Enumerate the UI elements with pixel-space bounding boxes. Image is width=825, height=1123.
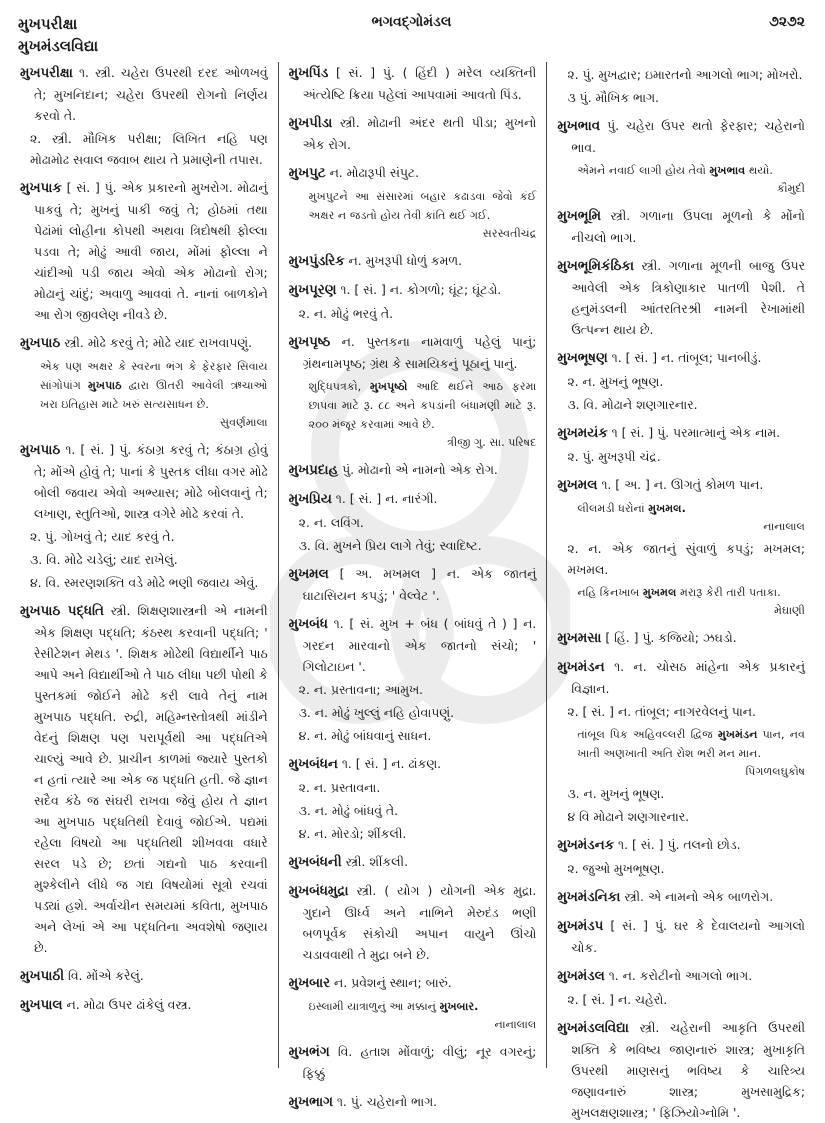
quotation xyxy=(289,377,537,452)
headword: મુખમલ xyxy=(288,567,329,582)
dictionary-entry xyxy=(20,332,268,432)
headword: મુખપ્રદાહ xyxy=(288,463,339,478)
quote-text: થયો. xyxy=(745,164,773,177)
definition-text: [ સં. ] પું. ( હિંદી ) મરેલ વ્યક્તિની અંત્યેષ્ટિ ક્રિયા પહેલાં આપવામાં આવતો પિંડ. xyxy=(302,65,537,102)
entry-definition xyxy=(20,332,268,354)
headword: મુખબંધની xyxy=(288,855,342,870)
sense-item: ૪. વિ. સ્મરણશક્તિ વડે મોઢે ભણી જવાય એવું. xyxy=(30,575,259,590)
definition-text: ન. મોઢારૂપી સંપુટ. xyxy=(329,165,420,180)
sense-item: ૩. વિ. મોઢે ચડેલું; યાદ રાખેલું. xyxy=(30,552,178,567)
guide-word-last: મુખમંડલવિદ્યા xyxy=(18,37,99,55)
dictionary-entry xyxy=(557,1017,805,1123)
definition-text: સ્ત્રી. શિક્ષણશાસ્ત્રની એ નામની એક શિક્ષણ પદ્ધતિ; કંઠસ્થ કરવાની પદ્ધતિ; ' રેસીટેશન મેથડ '. શિક્ષક મોઢેથી વિદ્યાર્થીને પાઠ આપે અને વિદ્યાર્થીઓ તે પાઠ લીધા પછી પોથી કે પુસ્તકમાં જોઈને મોઢે કરી લાવે તેનું નામ મુખપાઠ પદ્ધતિ. રુદ્રી, મહિમ્નસ્તોત્રથી માંડીને વેદનું શિક્ષણ પણ પરાપૂર્વથી આ પદ્ધતિએ ચાલ્યું આવે છે. પ્રાચીન કાળમાં જ્યારે પુસ્તકો ન હતાં ત્યારે આ એક જ પદ્ધતિ હતી. જે જ્ઞાન સદૈવ કંઠે જ સંઘરી રાખવા જેવું હોય તે જ્ઞાન આ મુખપાઠ પદ્ધતિથી દેવાવું જોઈએ. પદ્યમાં રહેલા વિષયો આ પદ્ધતિથી શીખવવા વધારે સરલ પડે છે; છતાં ગદ્યનો પાઠ કરવાની મુશ્કેલીને લીધે જ ગદ્ય વિષયોમાં સૂત્રો રચવાં પડ્યાં હશે. અર્વાચીન સમયમાં કવિતા, મુખપાઠ અને લેખાં એ આ પદ્ધતિના અવશેષો જણાય છે. xyxy=(34,603,268,955)
sense-item: ૨. ન. મુખનું ભૂષણ. xyxy=(567,374,664,389)
entry-definition xyxy=(557,115,805,158)
quote-text: લીલમડી ધરોનાં xyxy=(577,502,649,515)
entry-definition xyxy=(557,656,805,699)
definition-text: ન. પ્રવેશનું સ્થાન; બારું. xyxy=(334,975,452,990)
headword: મુખબંધ xyxy=(288,617,328,632)
quote-source: કૌમુદી xyxy=(776,182,806,195)
quote-source: ત્રીજી ગુ. સા. પરિષદ xyxy=(447,436,537,449)
definition-text: ૧. [ સં. ] ન. તાંબૂલ; પાનબીડું. xyxy=(611,350,762,365)
quote-text: ઇસ્લામી યાત્રાળુનું આ મક્કાનું xyxy=(308,1000,440,1013)
dictionary-entry xyxy=(289,1041,537,1084)
headword: મુખપાઠી xyxy=(20,969,65,984)
quote-source: સરસ્વતીચંદ્ર xyxy=(482,227,537,240)
quote-headword: મુખમલ xyxy=(642,586,677,599)
dictionary-entry xyxy=(557,834,805,879)
dictionary-entry xyxy=(289,112,537,155)
dictionary-entry xyxy=(289,488,537,556)
headword: મુખભૂમિકંઠિકા xyxy=(557,259,635,274)
definition-text: ન. મુખરૂપી ધોળું કમળ. xyxy=(348,253,462,268)
column-2 xyxy=(279,62,547,1110)
quotation xyxy=(20,357,268,432)
definition-text: ૧. સ્ત્રી. ચહેરા ઉપરથી દરદ ઓળખવું તે; મુખનિદાન; ચહેરા ઉપરથી રોગનો નિર્ણય કરવો તે. xyxy=(34,65,268,123)
dictionary-entry xyxy=(557,886,805,908)
dictionary-entry xyxy=(557,347,805,415)
dictionary-entry xyxy=(557,205,805,248)
dictionary-entry xyxy=(557,422,805,467)
sense-item: ૨. [ સં. ] ન. ચહેરો. xyxy=(567,992,668,1007)
definition-text: ૧. [ સં. ] ન. નારંગી. xyxy=(335,491,438,506)
dictionary-entry xyxy=(289,613,537,746)
sense-item: ૨. ન. લવિંગ. xyxy=(298,515,364,530)
dictionary-columns xyxy=(14,62,815,1120)
entry-definition xyxy=(557,915,805,958)
quote-source: પિંગળલઘુકોષ xyxy=(745,765,806,778)
dictionary-entry xyxy=(20,600,268,958)
sense-item: ૨. પું. ગોખવું તે; યાદ કરવું તે. xyxy=(30,529,175,544)
headword: મુખબંધમુદ્રા xyxy=(288,884,349,899)
entry-definition xyxy=(289,62,537,105)
sense-item: ૩ પું. મૌખિક ભાગ. xyxy=(567,90,659,105)
definition-text: ન. પુસ્તકના નામવાળું પહેલું પાનું; ગ્રંથનામપૃષ્ઠ; ગ્રંથ કે સામયિકનું પૂઠાનું પાનું. xyxy=(302,334,537,371)
entry-definition xyxy=(20,62,268,126)
dictionary-entry xyxy=(20,439,268,593)
sense-item: ૨. ન. એક જાતનું સુંવાળું કપડું; મખમલ; મખમલ. xyxy=(567,541,806,577)
entry-definition xyxy=(557,255,805,340)
headword: મુખમંડન xyxy=(557,660,605,675)
headword: મુખપૂરણ xyxy=(288,283,337,298)
entry-definition xyxy=(289,753,537,775)
dictionary-entry xyxy=(20,994,268,1016)
headword: મુખભાગ xyxy=(288,1095,333,1110)
dictionary-entry xyxy=(289,851,537,873)
headword: મુખપાઠ xyxy=(20,443,61,458)
dictionary-entry xyxy=(557,656,805,827)
headword: મુખપાક xyxy=(20,181,62,196)
quotation xyxy=(289,187,537,243)
quote-headword: મુખપૃષ્ઠો xyxy=(369,380,408,393)
quote-text: મરારૂ કેરી તારી પતાકા. xyxy=(676,586,781,599)
entry-definition xyxy=(289,459,537,481)
quote-text: એમને નવાઈ લાગી હોય તેવો xyxy=(577,164,710,177)
quote-text: નહિ કિનખાબ xyxy=(577,586,643,599)
entry-definition xyxy=(289,112,537,155)
headword: મુખભાવ xyxy=(557,119,601,134)
quote-text: શુદ્ધિપત્રકો, xyxy=(308,380,370,393)
definition-text: ૧. ન. કરોટીનો આગલો ભાગ. xyxy=(608,968,753,983)
running-title: ભગવદ્ગોમંડલ xyxy=(371,14,452,30)
definition-text: ૧. [ સં. ] ન. કોગળો; ઘૂંટ; ઘૂંટડો. xyxy=(340,282,502,297)
quote-headword: મુખમલ. xyxy=(648,502,686,515)
definition-text: ૧. [ સં. ] ન. ઢાંકણ. xyxy=(341,756,442,771)
sense-item: ૨. ન. મોઢું ભરવું તે. xyxy=(298,306,394,321)
headword: મુખપરીક્ષા xyxy=(20,66,73,81)
definition-text: ૧. [ સં. મુખ + બંધ ( બાંધવું તે ) ] ન. ગરદન મારવાનો એક જાતનો સંચો; ' ગિલોટાઇન '. xyxy=(302,616,537,674)
entry-definition xyxy=(557,834,805,856)
definition-text: [ સં. ] પું. એક પ્રકારનો મુખરોગ. મોઢાનું પાકવું તે; મુખનું પાકી જવું તે; હોઠમાં તથા પેઢાંમાં લોહીના કોપથી અથવા ત્રિદોષથી ફોલ્લા પડવા તે; મોઢું આવી જાય, મોંમાં ફોલ્લા ને ચાંદીઓ પડી જાય એવો એક મોઢાનો રોગ; મોઢાનું ચાંદું; અવાળુ આવવાં તે. નાનાં બાળકોને આ રોગ જીવલેણ નીવડે છે. xyxy=(34,180,268,322)
entry-definition xyxy=(557,474,805,496)
sense-item: ૨. સ્ત્રી. મૌખિક પરીક્ષા; લિખિત નહિ પણ મોઢામોઢ સવાલ જવાબ થાય તે પ્રમાણેની તપાસ. xyxy=(30,131,268,167)
entry-definition xyxy=(289,279,537,301)
quotation xyxy=(289,997,537,1034)
sense-item: ૩. વિ. મોઢાને શણગારનાર. xyxy=(567,397,698,412)
dictionary-entry xyxy=(557,474,805,620)
quote-headword: મુખભાવ xyxy=(709,164,746,177)
entry-definition xyxy=(289,250,537,272)
definition-text: [ અ. મખમલ ] ન. એક જાતનું ઘાટાસિયન કપડું; ' વેલ્વેટ '. xyxy=(302,566,537,603)
dictionary-entry xyxy=(289,753,537,844)
entry-definition xyxy=(20,600,268,958)
headword: મુખમંડનક xyxy=(557,838,615,853)
entry-definition xyxy=(557,205,805,248)
dictionary-entry xyxy=(289,279,537,324)
quote-source: નાનાલાલ xyxy=(494,1018,537,1031)
dictionary-entry xyxy=(289,972,537,1034)
definition-text: ૧. [ સં. ] પું. કંઠાગ્ર કરવું તે; કંઠાગ્ર હોવું તે; મોંએ હોવું તે; પાનાં કે પુસ્તક લીધા વગર મોઢે બોલી જવાય એવો અભ્યાસ; મોઢે બોલવાનું તે; લખાણ, સ્તુતિઓ, શાસ્ત્ર વગેરે મોઢે કરવાં તે. xyxy=(34,442,268,521)
entry-definition xyxy=(289,1041,537,1084)
entry-definition xyxy=(20,177,268,325)
dictionary-entry xyxy=(289,459,537,481)
headword: મુખપૃષ્ઠ xyxy=(288,335,331,350)
entry-definition xyxy=(557,422,805,444)
headword: મુખપિંડ xyxy=(288,66,329,81)
quote-text: દ્વારા ઊતરી આવેલી ઋચાઓ ખરા ઇતિહાસ માટે ખરું સત્યસાધન છે. xyxy=(40,379,268,411)
dictionary-entry xyxy=(289,162,537,243)
entry-definition xyxy=(557,347,805,369)
quote-source: સુવર્ણમાલા xyxy=(220,416,268,429)
headword: મુખમંડપ xyxy=(557,919,604,934)
sense-item: ૪. ન. મોરડો; શીંકલી. xyxy=(298,826,407,841)
headword: મુખમલ xyxy=(557,478,598,493)
entry-definition xyxy=(289,563,537,606)
dictionary-entry xyxy=(20,965,268,987)
sense-item: ૩. ન. મોઢું બાંધવું તે. xyxy=(298,803,399,818)
sense-item: ૨. ન. પ્રસ્તાવના; આમુખ. xyxy=(298,682,424,697)
column-3 xyxy=(547,62,815,1120)
quote-text: તાંબૂલ પિક અહિવલ્લરી દ્વિજ xyxy=(577,728,719,741)
entry-definition xyxy=(289,162,537,184)
quote-source: મેઘાણી xyxy=(774,604,806,617)
entry-definition xyxy=(20,994,268,1016)
dictionary-entry xyxy=(289,250,537,272)
quote-text: આદિ થઈને આઠ ફરમા છાપવા માટે રૂ. ૮૮ અને કપડાંની બંધામણી માટે રૂ. ૨૦૦ મંજૂર કરવામાં આવે છે. xyxy=(308,380,537,431)
entry-definition xyxy=(289,972,537,994)
quote-source: નાનાલાલ xyxy=(763,520,806,533)
headword: મુખભંગ xyxy=(288,1045,330,1060)
dictionary-entry xyxy=(557,255,805,340)
definition-text: ન. મોઢા ઉપર ઢાંકેલું વસ્ત્ર. xyxy=(66,997,192,1012)
quotation xyxy=(557,725,805,781)
headword: મુખપાઠ xyxy=(20,336,61,351)
sense-item: ૨. ન. પ્રસ્તાવના. xyxy=(298,780,381,795)
sense-item: ૪. ન. મોઢું બાંધવાનું સાધન. xyxy=(298,728,432,743)
sense-item: ૨. [ સં. ] ન. તાંબૂલ; નાગરવેલનું પાન. xyxy=(567,704,756,719)
definition-text: સ્ત્રી. મોઢે કરવું તે; મોઢે યાદ રાખવાપણું. xyxy=(64,335,253,350)
headword: મુખમંડલ xyxy=(557,969,605,984)
page-number: ૭૨૭૨ xyxy=(769,14,805,30)
entry-definition xyxy=(557,627,805,649)
quote-headword: મુખબાર. xyxy=(439,1000,479,1013)
definition-text: સ્ત્રી. ( યોગ ) યોગની એક મુદ્રા. ગુદાને ઊર્ધ્વ અને નાભિને મેરુદંડ ભણી બળપૂર્વક સંકોચી અપાન વાયુને ઊંચો ચડાવવાથી તે મુદ્રા બને છે. xyxy=(302,883,537,962)
headword: મુખબંધન xyxy=(288,757,338,772)
entry-definition xyxy=(289,880,537,965)
definition-text: સ્ત્રી. ચહેરાની આકૃતિ ઉપરથી શક્તિ કે ભવિષ્ય જાણનારું શાસ્ત્ર; મુખાકૃતિ ઉપરથી માણસનું ભવિષ્ય કે ચારિત્ર્ય જણાવનારું શાસ્ત્ર; મુખસામુદ્રિક; મુખલક્ષણશાસ્ત્ર; ' ફિઝિયોગ્નોમિ '. xyxy=(571,1020,806,1120)
dictionary-entry xyxy=(557,64,805,108)
quotation xyxy=(557,583,805,620)
dictionary-entry xyxy=(289,331,537,452)
headword: મુખપ્રિય xyxy=(288,492,332,507)
entry-definition xyxy=(557,965,805,987)
definition-text: સ્ત્રી. ગળાના મૂળની બાજુ ઉપર આવેલી એક ત્રિકોણાકાર પાતળી પેશી. તે હનુમંડલની આંતરતિરશ્રી નામની રેખામાંથી ઉત્પન્ન થાય છે. xyxy=(571,258,806,337)
dictionary-entry xyxy=(557,115,805,198)
headword: મુખમંડલવિદ્યા xyxy=(557,1021,629,1036)
sense-item: ૨. જુઓ મુખભૂષણ. xyxy=(567,861,665,876)
dictionary-entry xyxy=(289,563,537,606)
dictionary-entry xyxy=(557,915,805,958)
headword: મુખમસા xyxy=(557,631,602,646)
entry-definition xyxy=(557,1017,805,1123)
dictionary-entry xyxy=(289,1091,537,1113)
dictionary-entry xyxy=(20,177,268,325)
column-1 xyxy=(14,62,278,1068)
entry-definition xyxy=(557,886,805,908)
headword: મુખપુંડરિક xyxy=(288,254,345,269)
page-header xyxy=(14,14,809,58)
headword: મુખમંડનિકા xyxy=(557,890,621,905)
quote-text: પાન, નવ ખાતી અણખાતી અતિ રોશ ભરી મન માન. xyxy=(577,728,806,760)
quotation xyxy=(557,499,805,536)
definition-text: ૧. ન. ચોસઠ માંહેના એક પ્રકારનું વિજ્ઞાન. xyxy=(571,659,806,696)
dictionary-entry xyxy=(20,62,268,170)
sense-item: ૩. ન. મોઢું ખુલ્લું નહિ હોવાપણું. xyxy=(298,705,455,720)
sense-item: ૩. વિ. મુખને પ્રિય લાગે તેવું; સ્વાદિષ્ટ. xyxy=(298,538,482,553)
sense-item: ૩. ન. મુખનું ભૂષણ. xyxy=(567,786,665,801)
definition-text: વિ. મોંએ કરેલું. xyxy=(68,968,144,983)
definition-text: ૧. [ સં. ] પું. તલનો છોડ. xyxy=(618,837,741,852)
quotation xyxy=(557,161,805,198)
guide-word-first: મુખપરીક્ષા xyxy=(18,15,78,33)
quote-headword: મુખપાઠ xyxy=(87,379,122,392)
definition-text: પું. મોઢાનો એ નામનો એક રોગ. xyxy=(342,462,498,477)
quote-headword: મુખમંડન xyxy=(718,728,758,741)
dictionary-entry xyxy=(289,62,537,105)
dictionary-entry xyxy=(289,880,537,965)
definition-text: સ્ત્રી. મોઢાની અંદર થતી પીડા; મુખનો એક રોગ. xyxy=(302,115,537,152)
sense-item: ૪ વિ મોઢાને શણગારનાર. xyxy=(567,809,690,824)
definition-text: [ સં. ] પું. ઘર કે દેવાલયનો આગલો ચોક. xyxy=(571,918,806,955)
dictionary-entry xyxy=(557,627,805,649)
definition-text: વિ. હતાશ મોંવાળું; વીલું; નૂર વગરનું; ફિક્કું xyxy=(302,1044,537,1081)
definition-text: પું. ચહેરા ઉપર થતો ફેરફાર; ચહેરાનો ભાવ. xyxy=(571,118,805,155)
quote-text: એક પણ અક્ષર કે સ્વરના ભંગ કે ફેરફાર સિવાય સાંગોપાંગ xyxy=(40,360,268,392)
headword: મુખપીડા xyxy=(288,116,333,131)
definition-text: સ્ત્રી. શીંકલી. xyxy=(345,854,409,869)
definition-text: ૧ [ સં. ] પું. પરમાત્માનું એક નામ. xyxy=(611,425,781,440)
sense-item: ૨. પું. મુખદ્વાર; ઇમારતનો આગલો ભાગ; મોખરો. xyxy=(567,67,803,82)
entry-definition xyxy=(20,439,268,524)
definition-text: ૧. [ અ. ] ન. ઊગતું કોમળ પાન. xyxy=(601,477,764,492)
entry-definition xyxy=(289,488,537,510)
entry-definition xyxy=(20,965,268,987)
headword: મુખપુટ xyxy=(288,166,326,181)
headword: મુખભૂષણ xyxy=(557,351,608,366)
entry-definition xyxy=(289,331,537,374)
definition-text: ૧. પું. ચહેરાનો ભાગ. xyxy=(336,1094,438,1109)
quote-text: મુખપુટને આ સંસારમાં બહાર કઢાડવા જેવો કંઈ અક્ષર ન જડતો હોય તેવી કાંતિ થઈ ગઈ. xyxy=(308,190,537,222)
headword: મુખપાઠ પદ્ધતિ xyxy=(20,604,104,619)
entry-definition xyxy=(289,1091,537,1113)
entry-definition xyxy=(289,851,537,873)
entry-definition xyxy=(289,613,537,677)
definition-text: [ હિં. ] પું. કજિયો; ઝઘડો. xyxy=(605,630,737,645)
headword: મુખપાલ xyxy=(20,998,63,1013)
definition-text: સ્ત્રી. એ નામનો એક બાળરોગ. xyxy=(624,889,774,904)
headword: મુખબાર xyxy=(288,976,331,991)
sense-item: ૨. પું. મુખરૂપી ચંદ્ર. xyxy=(567,449,661,464)
headword: મુખમયંક xyxy=(557,426,608,441)
definition-text: સ્ત્રી. ગળાના ઉપલા મૂળનો કે મોંનો નીચલો ભાગ. xyxy=(571,208,806,245)
headword: મુખભૂમિ xyxy=(557,209,601,224)
dictionary-entry xyxy=(557,965,805,1010)
